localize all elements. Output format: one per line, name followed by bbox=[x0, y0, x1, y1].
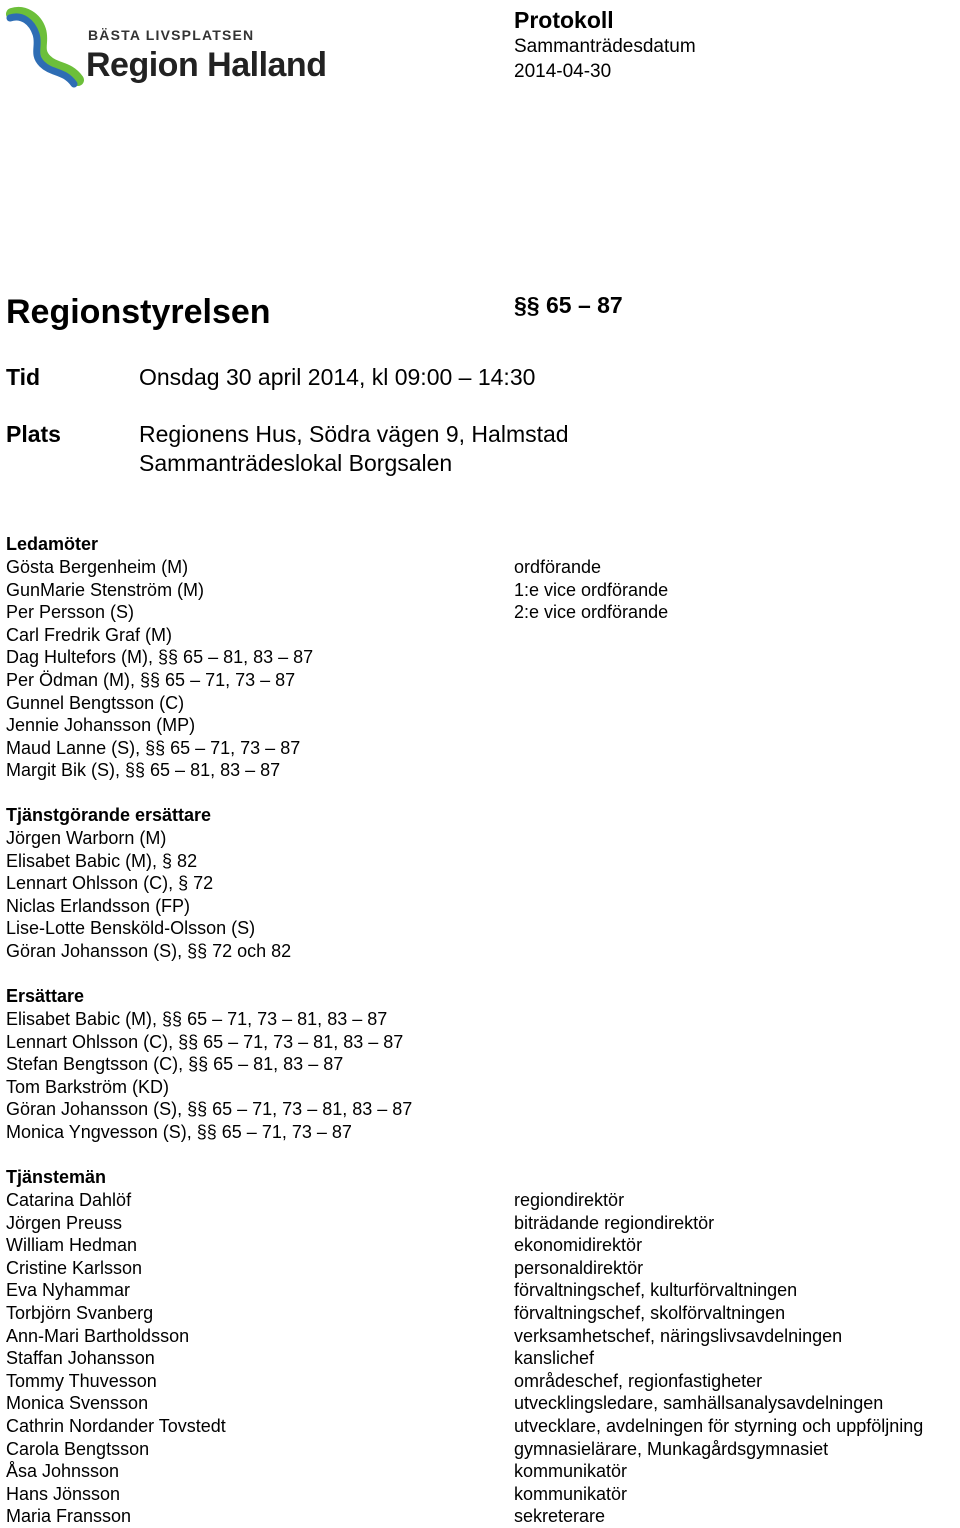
list-item: William Hedman bbox=[6, 1235, 138, 1256]
list-item: Carola Bengtsson bbox=[6, 1438, 150, 1459]
list-item: Ann-Mari Bartholdsson bbox=[6, 1325, 190, 1346]
title-item: förvaltningschef, skolförvaltningen bbox=[514, 1302, 786, 1323]
list-item: Dag Hultefors (M), §§ 65 – 81, 83 – 87 bbox=[6, 647, 314, 668]
page-title: Regionstyrelsen bbox=[6, 293, 271, 331]
doc-type: Protokoll bbox=[514, 7, 614, 33]
place-line-1: Regionens Hus, Södra vägen 9, Halmstad bbox=[139, 421, 569, 447]
title-item: kommunikatör bbox=[514, 1483, 628, 1504]
role-item: 2:e vice ordförande bbox=[514, 602, 669, 623]
list-item: Göran Johansson (S), §§ 65 – 71, 73 – 81, 83 – 87 bbox=[6, 1099, 413, 1120]
title-item: verksamhetschef, näringslivsavdelningen bbox=[514, 1325, 843, 1346]
logo-tagline: BÄSTA LIVSPLATSEN bbox=[88, 27, 255, 43]
list-item: Åsa Johnsson bbox=[6, 1461, 120, 1482]
ersattare-list bbox=[6, 1008, 412, 1144]
list-item: Eva Nyhammar bbox=[6, 1280, 131, 1301]
list-item: Elisabet Babic (M), §§ 65 – 71, 73 – 81, 83 – 87 bbox=[6, 1009, 388, 1029]
list-item: Stefan Bengtsson (C), §§ 65 – 81, 83 – 87 bbox=[6, 1054, 344, 1075]
title-item: regiondirektör bbox=[514, 1190, 625, 1210]
protocol-header bbox=[514, 6, 954, 84]
list-item: Per Persson (S) bbox=[6, 602, 135, 623]
list-item: Tom Barkström (KD) bbox=[6, 1076, 170, 1097]
title-item: utvecklare, avdelningen för styrning och uppföljning bbox=[514, 1415, 924, 1436]
time-value: Onsdag 30 april 2014, kl 09:00 – 14:30 bbox=[139, 364, 536, 390]
list-item: Lennart Ohlsson (C), §§ 65 – 71, 73 – 81, 83 – 87 bbox=[6, 1031, 404, 1052]
list-item: Jörgen Preuss bbox=[6, 1212, 123, 1233]
sections-range: §§ 65 – 87 bbox=[514, 292, 623, 318]
list-item: Monica Yngvesson (S), §§ 65 – 71, 73 – 87 bbox=[6, 1121, 352, 1142]
ledamoter-heading: Ledamöter bbox=[6, 534, 99, 554]
logo-name: Region Halland bbox=[86, 46, 327, 84]
list-item: Tommy Thuvesson bbox=[6, 1370, 157, 1391]
list-item: Gösta Bergenheim (M) bbox=[6, 557, 189, 577]
list-item: Torbjörn Svanberg bbox=[6, 1302, 154, 1323]
title-item: utvecklingsledare, samhällsanalysavdelningen bbox=[514, 1393, 884, 1414]
list-item: Lennart Ohlsson (C), § 72 bbox=[6, 873, 214, 894]
list-item: Hans Jönsson bbox=[6, 1483, 121, 1504]
tjanstgorande-heading: Tjänstgörande ersättare bbox=[6, 805, 212, 825]
title-item: kommunikatör bbox=[514, 1461, 628, 1482]
list-item: Jörgen Warborn (M) bbox=[6, 828, 167, 848]
title-item: områdeschef, regionfastigheter bbox=[514, 1370, 763, 1391]
title-item: personaldirektör bbox=[514, 1257, 644, 1278]
tjanstgorande-list bbox=[6, 827, 291, 963]
list-item: Gunnel Bengtsson (C) bbox=[6, 692, 185, 713]
title-item: förvaltningschef, kulturförvaltningen bbox=[514, 1280, 798, 1301]
meeting-date: 2014-04-30 bbox=[514, 61, 612, 82]
list-item: Cathrin Nordander Tovstedt bbox=[6, 1415, 226, 1436]
list-item: Carl Fredrik Graf (M) bbox=[6, 624, 172, 645]
date-label: Sammanträdesdatum bbox=[514, 36, 696, 57]
time-label: Tid bbox=[6, 364, 41, 390]
title-item: biträdande regiondirektör bbox=[514, 1212, 715, 1233]
list-item: Maud Lanne (S), §§ 65 – 71, 73 – 87 bbox=[6, 737, 301, 758]
role-item: 1:e vice ordförande bbox=[514, 579, 669, 600]
list-item: Monica Svensson bbox=[6, 1393, 149, 1414]
list-item: Staffan Johansson bbox=[6, 1348, 155, 1369]
ledamoter-roles bbox=[514, 556, 668, 624]
list-item: Per Ödman (M), §§ 65 – 71, 73 – 87 bbox=[6, 669, 296, 690]
halland-coast-logo-mark bbox=[6, 6, 86, 90]
place-line-2: Sammanträdeslokal Borgsalen bbox=[139, 450, 453, 476]
place-label: Plats bbox=[6, 421, 61, 447]
list-item: Göran Johansson (S), §§ 72 och 82 bbox=[6, 940, 292, 961]
list-item: GunMarie Stenström (M) bbox=[6, 579, 205, 600]
tjansteman-names bbox=[6, 1189, 226, 1528]
title-item: gymnasielärare, Munkagårdsgymnasiet bbox=[514, 1438, 829, 1459]
list-item: Jennie Johansson (MP) bbox=[6, 715, 196, 736]
title-item: ekonomidirektör bbox=[514, 1235, 643, 1256]
title-item: sekreterare bbox=[514, 1506, 606, 1527]
list-item: Maria Fransson bbox=[6, 1506, 132, 1527]
ersattare-heading: Ersättare bbox=[6, 986, 85, 1006]
tjansteman-heading: Tjänstemän bbox=[6, 1167, 107, 1187]
list-item: Elisabet Babic (M), § 82 bbox=[6, 850, 198, 871]
title-item: kanslichef bbox=[514, 1348, 595, 1369]
region-halland-logo bbox=[6, 6, 336, 90]
list-item: Niclas Erlandsson (FP) bbox=[6, 895, 191, 916]
tjansteman-titles bbox=[514, 1189, 923, 1528]
role-item: ordförande bbox=[514, 557, 602, 577]
list-item: Cristine Karlsson bbox=[6, 1257, 143, 1278]
list-item: Catarina Dahlöf bbox=[6, 1190, 132, 1210]
list-item: Lise-Lotte Bensköld-Olsson (S) bbox=[6, 918, 256, 939]
ledamoter-list bbox=[6, 556, 313, 782]
list-item: Margit Bik (S), §§ 65 – 81, 83 – 87 bbox=[6, 760, 281, 781]
